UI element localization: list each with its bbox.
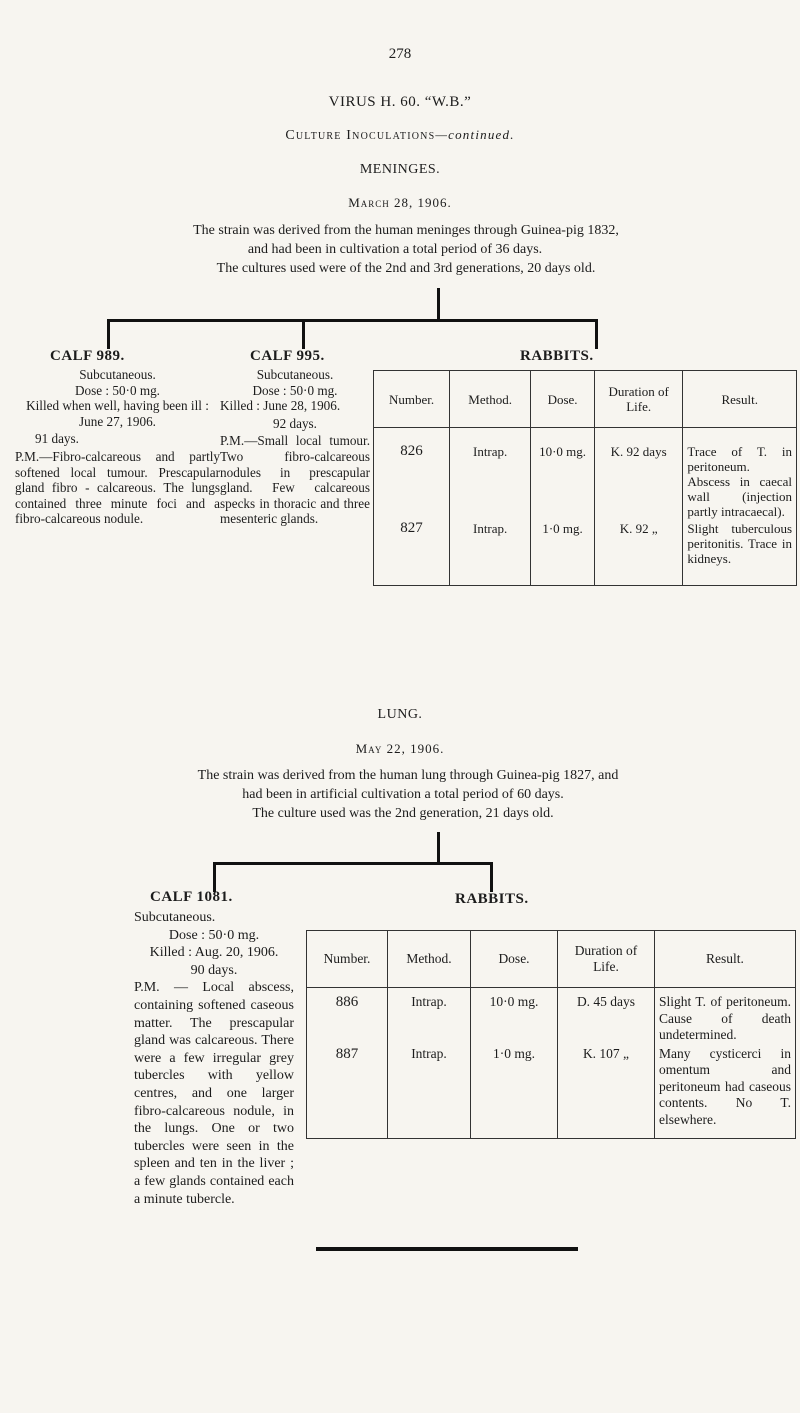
col-header: Number. <box>374 371 450 428</box>
calf-989-days: 91 days. <box>35 431 79 447</box>
cell-number: 886 <box>307 988 388 1044</box>
calf-989-route: Subcutaneous. <box>79 367 156 382</box>
cell-duration: K. 107 „ <box>558 1044 655 1139</box>
calf-1081-dose: Dose : 50·0 mg. <box>168 927 260 943</box>
col-header: Dose. <box>471 931 558 988</box>
calf-989-details <box>15 367 220 527</box>
calf-1081-route: Subcutaneous. <box>134 910 216 925</box>
calf-1081-heading: CALF 1081. <box>150 889 233 905</box>
table-row <box>307 988 796 1044</box>
col-header: Method. <box>388 931 471 988</box>
cell-method: Intrap. <box>388 1044 471 1139</box>
cell-duration: D. 45 days <box>558 988 655 1044</box>
subtitle-emphasis: —continued. <box>435 127 515 142</box>
calf-989-killed: Killed when well, having been ill : June 27, 1906. <box>26 398 209 429</box>
cell-duration: K. 92 days <box>594 428 683 520</box>
calf-989-dose: Dose : 50·0 mg. <box>75 382 160 398</box>
table-row <box>374 519 797 586</box>
tree-stem <box>437 288 440 322</box>
intro-meninges <box>0 221 800 278</box>
section-date-lung: May 22, 1906. <box>355 741 445 756</box>
intro-line-1: The strain was derived from the human lung through Guinea-pig 1827, and <box>197 768 619 783</box>
calf-995-days: 92 days. <box>273 415 317 431</box>
cell-duration: K. 92 „ <box>594 519 683 586</box>
col-header: Result. <box>655 931 796 988</box>
calf-1081-killed: Killed : Aug. 20, 1906. <box>149 945 279 961</box>
cell-dose: 1·0 mg. <box>531 519 595 586</box>
calf-995-killed: Killed : June 28, 1906. <box>220 398 341 414</box>
closing-rule <box>316 1247 578 1251</box>
cell-number: 827 <box>374 519 450 586</box>
cell-method: Intrap. <box>450 428 531 520</box>
table-row <box>307 1044 796 1139</box>
tree-branch <box>107 319 110 349</box>
tree-bar <box>213 862 493 865</box>
cell-method: Intrap. <box>450 519 531 586</box>
subtitle-caps: Culture Inoculations <box>285 128 436 143</box>
tree-branch <box>213 862 216 892</box>
rabbits-heading-meninges: RABBITS. <box>520 348 594 364</box>
section-heading-meninges: MENINGES. <box>359 162 441 177</box>
cell-result: Slight T. of peritoneum. Cause of death undetermined. <box>655 988 796 1044</box>
rabbits-table-meninges <box>373 370 797 586</box>
section-heading-lung: LUNG. <box>377 707 423 722</box>
table-row <box>374 428 797 520</box>
calf-995-route: Subcutaneous. <box>256 367 334 382</box>
calf-995-dose: Dose : 50·0 mg. <box>252 382 338 398</box>
page-subtitle <box>0 127 800 144</box>
cell-number: 887 <box>307 1044 388 1139</box>
calf-1081-days: 90 days. <box>190 962 238 978</box>
cell-method: Intrap. <box>388 988 471 1044</box>
calf-1081-pm: P.M. — Local abscess, containing softened caseous matter. The prescapular gland was calcareous. There were a few irregular grey tubercles with yellow centres, and one larger fibro-calcareous nodule, in the lungs. One or two tubercles were seen in the spleen and ten in the liver ; a few glands contained each a minute tubercle. <box>134 980 294 1207</box>
col-header: Duration of Life. <box>594 371 683 428</box>
tree-bar <box>107 319 598 322</box>
cell-result: Many cysticerci in omentum and peritoneum had caseous contents. No T. elsewhere. <box>655 1044 796 1139</box>
cell-dose: 10·0 mg. <box>471 988 558 1044</box>
tree-branch <box>490 862 493 892</box>
col-header: Method. <box>450 371 531 428</box>
cell-result: Slight tuberculous peritonitis. Trace in kidneys. <box>683 519 797 586</box>
intro-line-2: and had been in cultivation a total period of 36 days. <box>247 242 543 257</box>
tree-branch <box>595 319 598 349</box>
intro-line-1: The strain was derived from the human meninges through Guinea-pig 1832, <box>193 223 619 238</box>
intro-line-3: The cultures used were of the 2nd and 3rd generations, 20 days old. <box>216 261 596 276</box>
calf-995-heading: CALF 995. <box>250 348 325 364</box>
cell-result: Trace of T. in peritoneum. Abscess in caecal wall (injection partly intracaecal). <box>683 428 797 520</box>
intro-line-2: had been in artificial cultivation a total period of 60 days. <box>242 787 564 802</box>
col-header: Duration of Life. <box>558 931 655 988</box>
calf-989-heading: CALF 989. <box>50 348 125 364</box>
col-header: Dose. <box>531 371 595 428</box>
cell-number: 826 <box>374 428 450 520</box>
page-number: 278 <box>388 46 412 62</box>
cell-dose: 10·0 mg. <box>531 428 595 520</box>
calf-1081-details <box>134 909 294 1208</box>
section-date-meninges: March 28, 1906. <box>348 195 452 210</box>
tree-stem <box>437 832 440 865</box>
col-header: Number. <box>307 931 388 988</box>
rabbits-heading-lung: RABBITS. <box>455 891 529 907</box>
tree-branch <box>302 319 305 349</box>
calf-995-details <box>220 367 370 527</box>
intro-lung <box>0 766 800 823</box>
page-title: VIRUS H. 60. “W.B.” <box>328 94 472 110</box>
calf-989-pm: P.M.—Fibro-calcareous and partly softened local tumour. Prescapular gland fibro - calcareous. The lungs contained three minute foci and a fibro-calcareous nodule. <box>15 448 220 527</box>
rabbits-table-lung <box>306 930 796 1139</box>
calf-995-pm: P.M.—Small local tumour. Two fibro-calcareous nodules in prescapular gland. Few calcareous specks in thoracic and three mesenteric glands. <box>220 433 370 527</box>
col-header: Result. <box>683 371 797 428</box>
intro-line-3: The culture used was the 2nd generation, 21 days old. <box>252 806 554 821</box>
cell-dose: 1·0 mg. <box>471 1044 558 1139</box>
